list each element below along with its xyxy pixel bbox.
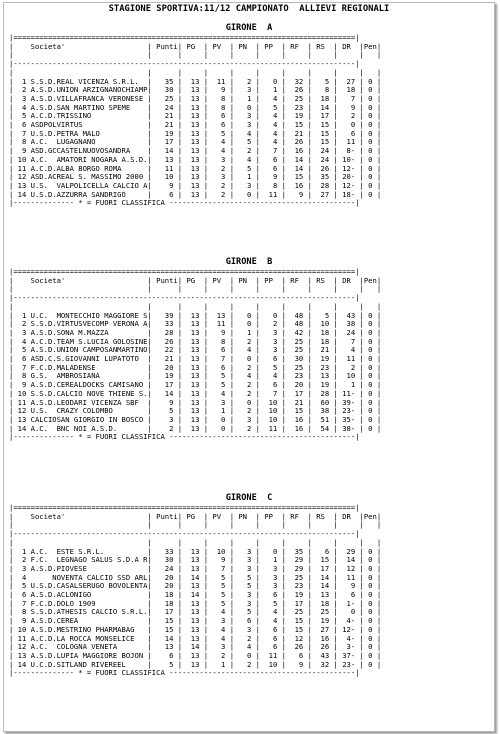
table-row: | 1 A.C. ESTE S.R.L. | 33 | 13 | 10 | 3 | 0 | 35 | 6 | 29 | 0 | (9, 546, 382, 556)
spacer-line: | | | | | | | | | | | (9, 520, 382, 530)
table-row: | 7 F.C.D.MALADENSE | 20 | 13 | 6 | 2 | 5 | 25 | 23 | 2 | 0 | (9, 362, 382, 372)
table-row: | 9 ASD.GCCASTELNUOVOSANDRA | 14 | 13 | 4 | 2 | 7 | 16 | 24 | 8- | 0 | (9, 146, 382, 156)
rule-line: |===============================================================================| (9, 267, 360, 276)
table-row: | 2 A.S.D.UNION ARZIGNANOCHIAMP| 30 | 13 | 9 | 3 | 1 | 26 | 8 | 18 | 0 | (9, 85, 382, 95)
table-row: | 12 U.S. CRAZY COLOMBO | 5 | 13 | 1 | 2 | 10 | 15 | 38 | 23- | 0 | (9, 406, 382, 416)
table-row: | 6 ASDPOLVIRTUS | 21 | 13 | 6 | 3 | 4 | 15 | 15 | 0 | 0 | (9, 120, 382, 130)
rule-line: |-------------------------------------------------------------------------------| (9, 293, 360, 303)
footer-line: |-------------- * = FUORI CLASSIFICA -------------------------------------------| (9, 668, 360, 678)
table-row: | 2 S.S.D.VIRTUSVECOMP VERONA A| 33 | 13 | 11 | 0 | 2 | 48 | 10 | 38 | 0 | (9, 319, 382, 329)
standings-table (4, 268, 494, 442)
table-row: | 13 U.S. VALPOLICELLA CALCIO A| 9 | 13 | 2 | 3 | 8 | 16 | 28 | 12- | 0 | (9, 180, 382, 190)
spacer-line: | | | | | | | | | | | (9, 284, 382, 294)
table-row: | 14 U.S.D.AZZURRA SANDRIGO | 6 | 13 | 2 | 0 | 11 | 9 | 27 | 18- | 0 | (9, 189, 382, 199)
footer-line: |-------------- * = FUORI CLASSIFICA -------------------------------------------| (9, 432, 360, 442)
table-row: | 2 F.C. LEGNAGO SALUS S.D.A R| 30 | 13 | 9 | 3 | 1 | 29 | 15 | 14 | 0 | (9, 555, 382, 565)
table-row: | 5 A.S.D.UNION CAMPOSANMARTINO| 22 | 13 | 6 | 4 | 3 | 25 | 21 | 4 | 0 | (9, 345, 382, 355)
girone-title: GIRONE A (225, 23, 273, 33)
girone-section (4, 256, 494, 442)
spacer-line: | | | | | | | | | | | (9, 301, 382, 311)
table-row: | 3 A.S.D.PIOVESE | 24 | 13 | 7 | 3 | 3 | 29 | 17 | 12 | 0 | (9, 563, 382, 573)
table-row: | 11 A.C.D.LA ROCCA MONSELICE | 14 | 13 | 4 | 2 | 6 | 12 | 16 | 4- | 0 | (9, 633, 382, 643)
table-row: | 9 A.S.D.CEREA | 15 | 13 | 3 | 6 | 4 | 15 | 19 | 4- | 0 | (9, 616, 382, 626)
table-row: | 5 A.C.D.TRISSINO | 21 | 13 | 6 | 3 | 4 | 19 | 17 | 2 | 0 | (9, 111, 382, 121)
standings-table (4, 34, 494, 208)
table-row: | 1 U.C. MONTECCHIO MAGGIORE S| 39 | 13 | 13 | 0 | 0 | 48 | 5 | 43 | 0 | (9, 310, 382, 320)
table-row: | 3 A.S.D.SONA M.MAZZA | 28 | 13 | 9 | 1 | 3 | 42 | 18 | 24 | 0 | (9, 327, 382, 337)
table-row: | 4 NOVENTA CALCIO SSD ARL| 20 | 14 | 5 | 5 | 3 | 25 | 14 | 11 | 0 | (9, 572, 382, 582)
spacer-line: | | | | | | | | | | | (9, 67, 382, 77)
table-row: | 11 A.C.D.ALBA BORGO ROMA | 11 | 13 | 2 | 5 | 6 | 14 | 26 | 12- | 0 | (9, 163, 382, 173)
table-row: | 6 ASD.C.S.GIOVANNI LUPATOTO | 21 | 13 | 7 | 0 | 6 | 30 | 19 | 11 | 0 | (9, 354, 382, 364)
rule-line: |===============================================================================| (9, 33, 360, 42)
table-row: | 10 A.C. AMATORI NOGARA A.S.D.| 13 | 13 | 3 | 4 | 6 | 14 | 24 | 10- | 0 | (9, 154, 382, 164)
table-header: | Societa' | Punti| PG | PV | PN | PP | RF | RS | DR |Pen| (9, 41, 382, 51)
table-row: | 12 A.C. COLOGNA VENETA | 13 | 14 | 3 | 4 | 6 | 26 | 26 | 3- | 0 | (9, 642, 382, 652)
girone-title: GIRONE C (225, 493, 273, 503)
rule-line: |===============================================================================| (9, 503, 360, 512)
table-row: | 6 A.S.D.ACLONIGO | 18 | 14 | 5 | 3 | 6 | 19 | 13 | 6 | 0 | (9, 590, 382, 600)
standings-table (4, 504, 494, 678)
table-header: | Societa' | Punti| PG | PV | PN | PP | RF | RS | DR |Pen| (9, 511, 382, 521)
table-row: | 11 A.S.D.LEODARI VICENZA SBF | 9 | 13 | 3 | 0 | 10 | 21 | 60 | 39- | 0 | (9, 397, 382, 407)
spacer-line: | | | | | | | | | | | (9, 50, 382, 60)
table-row: | 8 S.S.D.ATHESIS CALCIO S.R.L.| 17 | 13 | 4 | 5 | 4 | 25 | 25 | 0 | 0 | (9, 607, 382, 617)
table-row: | 5 U.S.D.CASALSERUGO BOVOLENTA| 20 | 13 | 5 | 5 | 3 | 23 | 14 | 9 | 0 | (9, 581, 382, 591)
table-row: | 10 A.S.D.MESTRINO PHARMABAG | 15 | 13 | 4 | 3 | 6 | 15 | 27 | 12- | 0 | (9, 624, 382, 634)
table-row: | 13 CALCIOSAN GIORGIO IN BOSCO | 3 | 13 | 0 | 3 | 10 | 16 | 51 | 35- | 0 | (9, 414, 382, 424)
spacer-line: | | | | | | | | | | | (9, 537, 382, 547)
table-row: | 10 S.S.D.CALCIO NOVE THIENE S.| 14 | 13 | 4 | 2 | 7 | 17 | 28 | 11- | 0 | (9, 388, 382, 398)
table-row: | 14 A.C. BNC NOI A.S.D. | 2 | 13 | 0 | 2 | 11 | 16 | 54 | 38- | 0 | (9, 423, 382, 433)
table-row: | 4 A.C.D.TEAM S.LUCIA GOLOSINE| 26 | 13 | 8 | 2 | 3 | 25 | 18 | 7 | 0 | (9, 336, 382, 346)
girone-title: GIRONE B (225, 257, 273, 267)
footer-line: |-------------- * = FUORI CLASSIFICA -------------------------------------------| (9, 198, 360, 208)
table-row: | 3 A.S.D.VILLAFRANCA VERONESE | 25 | 13 | 8 | 1 | 4 | 25 | 18 | 7 | 0 | (9, 93, 382, 103)
table-row: | 9 A.S.D.CEREALDOCKS CAMISANO | 17 | 13 | 5 | 2 | 6 | 20 | 19 | 1 | 0 | (9, 380, 382, 390)
document-page (3, 2, 495, 732)
table-header: | Societa' | Punti| PG | PV | PN | PP | RF | RS | DR |Pen| (9, 275, 382, 285)
table-row: | 8 G.S. AMBROSIANA | 19 | 13 | 5 | 4 | 4 | 23 | 13 | 10 | 0 | (9, 371, 382, 381)
table-row: | 1 S.S.D.REAL VICENZA S.R.L. | 35 | 13 | 11 | 2 | 0 | 32 | 5 | 27 | 0 | (9, 76, 382, 86)
page-title: STAGIONE SPORTIVA:11/12 CAMPIONATO ALLIEVI REGIONALI (108, 4, 390, 14)
rule-line: |-------------------------------------------------------------------------------| (9, 529, 360, 539)
girone-section (4, 492, 494, 678)
girone-section (4, 22, 494, 208)
rule-line: |-------------------------------------------------------------------------------| (9, 59, 360, 69)
table-row: | 13 A.S.D.LUPIA MAGGIORE BOJON | 6 | 13 | 2 | 0 | 11 | 6 | 43 | 37- | 0 | (9, 650, 382, 660)
table-row: | 12 ASD.ACREAL S. MASSIMO 2000 | 10 | 13 | 3 | 1 | 9 | 15 | 35 | 20- | 0 | (9, 172, 382, 182)
table-row: | 4 A.S.D.SAN MARTINO SPEME | 24 | 13 | 8 | 0 | 5 | 23 | 14 | 9 | 0 | (9, 102, 382, 112)
table-row: | 8 A.C. LUGAGNANO | 17 | 13 | 4 | 5 | 4 | 26 | 15 | 11 | 0 | (9, 137, 382, 147)
table-row: | 7 U.S.D.PETRA MALO | 19 | 13 | 5 | 4 | 4 | 21 | 15 | 6 | 0 | (9, 128, 382, 138)
table-row: | 14 U.C.D.SITLAND RIVEREEL | 5 | 13 | 1 | 2 | 10 | 9 | 32 | 23- | 0 | (9, 659, 382, 669)
table-row: | 7 F.C.D.DOLO 1909 | 18 | 13 | 5 | 3 | 5 | 17 | 18 | 1- | 0 | (9, 598, 382, 608)
